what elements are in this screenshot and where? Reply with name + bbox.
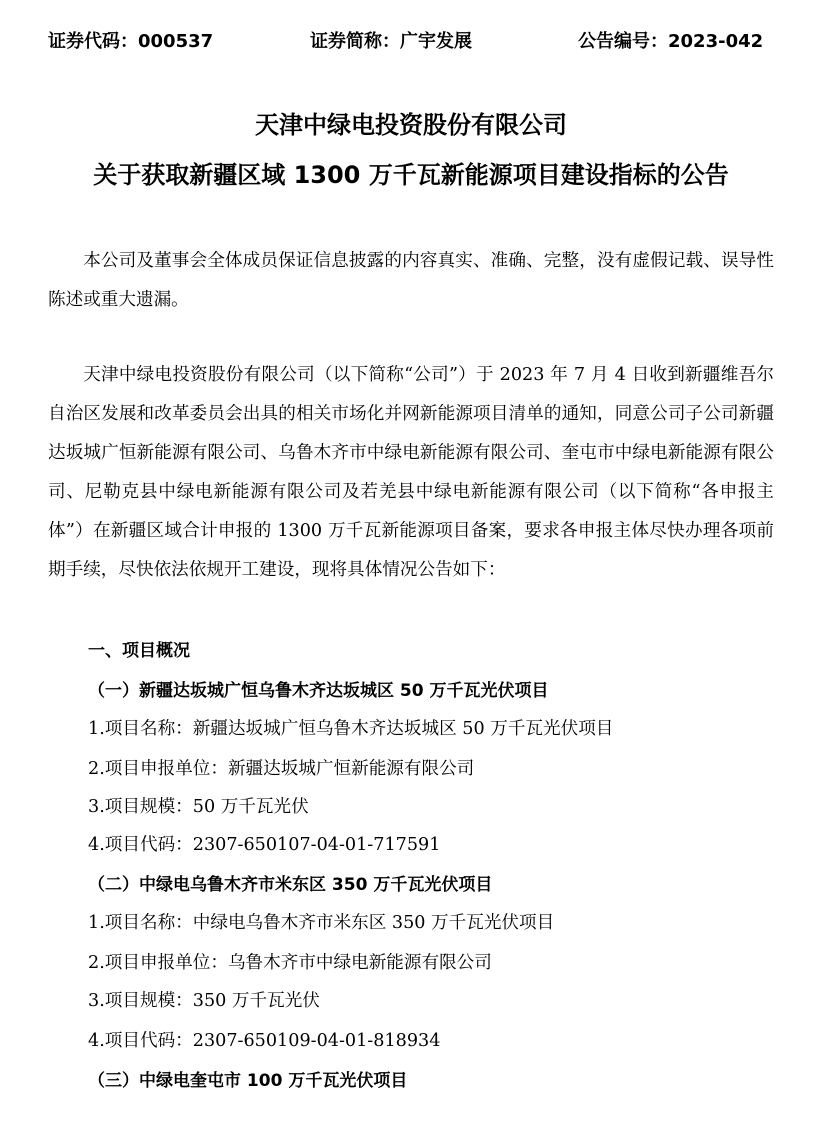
- securities-code: 证券代码：000537: [48, 31, 214, 52]
- section-heading-overview: 一、项目概况: [88, 641, 190, 661]
- announcement-number: 公告编号：2023-042: [578, 31, 764, 52]
- project-heading-3: （三）中绿电奎屯市 100 万千瓦光伏项目: [88, 1071, 408, 1091]
- project-1-item-code: 4.项目代码：2307-650107-04-01-717591: [88, 835, 441, 855]
- project-heading-1: （一）新疆达坂城广恒乌鲁木齐达坂城区 50 万千瓦光伏项目: [88, 681, 549, 701]
- project-1-item-unit: 2.项目申报单位：新疆达坂城广恒新能源有限公司: [88, 759, 475, 779]
- project-1-item-scale: 3.项目规模：50 万千瓦光伏: [88, 797, 309, 817]
- document-header: [0, 28, 822, 56]
- securities-abbreviation: 证券简称：广宇发展: [310, 31, 472, 52]
- project-1-item-name: 1.项目名称：新疆达坂城广恒乌鲁木齐达坂城区 50 万千瓦光伏项目: [88, 719, 614, 739]
- company-title: 天津中绿电投资股份有限公司: [255, 111, 567, 139]
- body-paragraph: 天津中绿电投资股份有限公司（以下简称“公司”）于 2023 年 7 月 4 日收到新疆维吾尔自治区发展和改革委员会出具的相关市场化并网新能源项目清单的通知，同意公司子公司新疆达坂城广恒新能源有限公司、乌鲁木齐市中绿电新能源有限公司、奎屯市中绿电新能源有限公司、尼勒克县中绿电新能源有限公司及若羌县中绿电新能源有限公司（以下简称“各申报主体”）在新疆区域合计申报的 1300 万千瓦新能源项目备案，要求各申报主体尽快办理各项前期手续，尽快依法依规开工建设，现将具体情况公告如下：: [48, 365, 774, 580]
- project-heading-2: （二）中绿电乌鲁木齐市米东区 350 万千瓦光伏项目: [88, 875, 493, 895]
- announcement-title: 关于获取新疆区域 1300 万千瓦新能源项目建设指标的公告: [93, 161, 729, 189]
- project-2-item-unit: 2.项目申报单位：乌鲁木齐市中绿电新能源有限公司: [88, 953, 492, 973]
- project-2-item-code: 4.项目代码：2307-650109-04-01-818934: [88, 1031, 441, 1051]
- project-2-item-scale: 3.项目规模：350 万千瓦光伏: [88, 991, 320, 1011]
- board-statement: 本公司及董事会全体成员保证信息披露的内容真实、准确、完整，没有虚假记载、误导性陈述或重大遗漏。: [48, 251, 774, 310]
- project-2-item-name: 1.项目名称：中绿电乌鲁木齐市米东区 350 万千瓦光伏项目: [88, 913, 555, 933]
